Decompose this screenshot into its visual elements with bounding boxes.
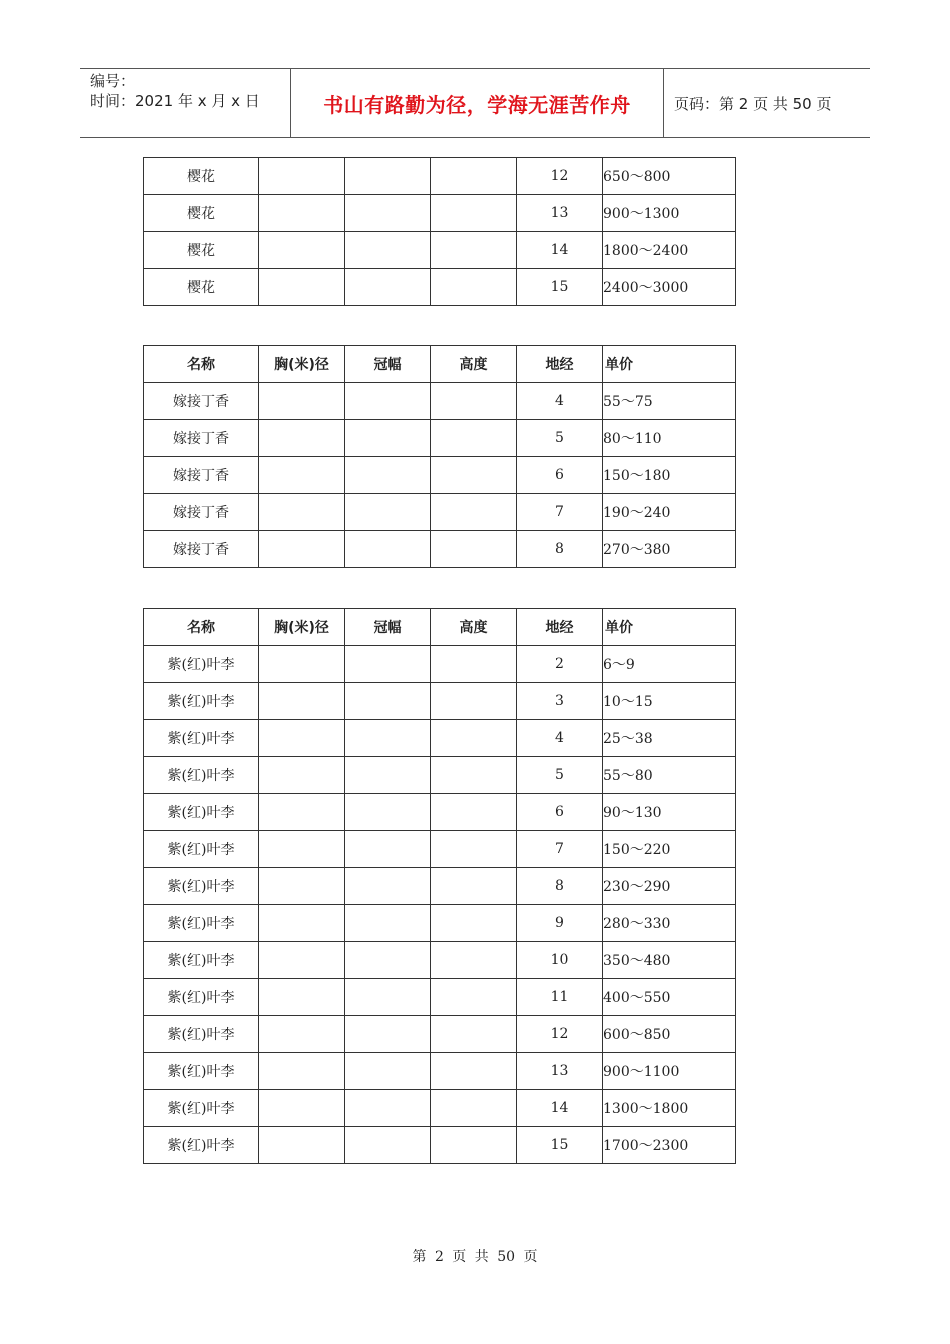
- cell-crown-width: [345, 195, 431, 232]
- cell-crown-width: [345, 383, 431, 420]
- cell-chest-diameter: [259, 1127, 345, 1164]
- table-row: [144, 757, 736, 794]
- cell-unit-price: 350～480: [603, 942, 736, 979]
- cell-chest-diameter: [259, 831, 345, 868]
- cell-ground-diameter: 10: [517, 942, 603, 979]
- cell-name: 紫(红)叶李: [144, 868, 259, 905]
- cell-crown-width: [345, 831, 431, 868]
- header-unit-price: 单价: [603, 346, 736, 383]
- cell-height: [431, 232, 517, 269]
- cell-ground-diameter: 6: [517, 457, 603, 494]
- table-row: [144, 195, 736, 232]
- cell-name: 樱花: [144, 269, 259, 306]
- cell-crown-width: [345, 683, 431, 720]
- cell-chest-diameter: [259, 1016, 345, 1053]
- cell-ground-diameter: 13: [517, 195, 603, 232]
- cell-crown-width: [345, 494, 431, 531]
- cell-crown-width: [345, 1127, 431, 1164]
- table-row: [144, 905, 736, 942]
- cell-name: 紫(红)叶李: [144, 646, 259, 683]
- table-header-row: [144, 609, 736, 646]
- cell-crown-width: [345, 531, 431, 568]
- header-crown-width: 冠幅: [345, 346, 431, 383]
- cell-unit-price: 80～110: [603, 420, 736, 457]
- cell-name: 嫁接丁香: [144, 494, 259, 531]
- cell-height: [431, 979, 517, 1016]
- header-ground-diameter: 地经: [517, 346, 603, 383]
- price-table-cherry: [143, 157, 736, 306]
- cell-unit-price: 230～290: [603, 868, 736, 905]
- cell-height: [431, 646, 517, 683]
- table-row: [144, 531, 736, 568]
- cell-name: 紫(红)叶李: [144, 757, 259, 794]
- table-row: [144, 868, 736, 905]
- cell-crown-width: [345, 269, 431, 306]
- cell-chest-diameter: [259, 942, 345, 979]
- cell-height: [431, 720, 517, 757]
- table-row: [144, 457, 736, 494]
- cell-height: [431, 942, 517, 979]
- cell-ground-diameter: 6: [517, 794, 603, 831]
- cell-height: [431, 905, 517, 942]
- table-row: [144, 683, 736, 720]
- cell-name: 紫(红)叶李: [144, 942, 259, 979]
- cell-name: 嫁接丁香: [144, 531, 259, 568]
- cell-unit-price: 10～15: [603, 683, 736, 720]
- table-row: [144, 420, 736, 457]
- cell-name: 樱花: [144, 232, 259, 269]
- cell-name: 紫(红)叶李: [144, 1016, 259, 1053]
- table-row: [144, 1127, 736, 1164]
- cell-chest-diameter: [259, 383, 345, 420]
- table-row: [144, 1016, 736, 1053]
- cell-chest-diameter: [259, 420, 345, 457]
- cell-height: [431, 420, 517, 457]
- cell-ground-diameter: 14: [517, 1090, 603, 1127]
- cell-ground-diameter: 3: [517, 683, 603, 720]
- cell-unit-price: 150～220: [603, 831, 736, 868]
- cell-unit-price: 280～330: [603, 905, 736, 942]
- cell-unit-price: 90～130: [603, 794, 736, 831]
- cell-height: [431, 868, 517, 905]
- header-height: 高度: [431, 609, 517, 646]
- cell-chest-diameter: [259, 646, 345, 683]
- cell-crown-width: [345, 942, 431, 979]
- cell-name: 紫(红)叶李: [144, 979, 259, 1016]
- cell-unit-price: 400～550: [603, 979, 736, 1016]
- cell-ground-diameter: 8: [517, 531, 603, 568]
- cell-ground-diameter: 14: [517, 232, 603, 269]
- header-motto: 书山有路勤为径，学海无涯苦作舟: [291, 69, 664, 137]
- cell-chest-diameter: [259, 457, 345, 494]
- cell-chest-diameter: [259, 1053, 345, 1090]
- cell-ground-diameter: 12: [517, 1016, 603, 1053]
- header-name: 名称: [144, 609, 259, 646]
- cell-height: [431, 1016, 517, 1053]
- cell-ground-diameter: 15: [517, 269, 603, 306]
- cell-crown-width: [345, 794, 431, 831]
- cell-ground-diameter: 13: [517, 1053, 603, 1090]
- price-table-plum: [143, 608, 736, 1164]
- cell-ground-diameter: 15: [517, 1127, 603, 1164]
- cell-unit-price: 2400～3000: [603, 269, 736, 306]
- cell-height: [431, 269, 517, 306]
- cell-unit-price: 55～75: [603, 383, 736, 420]
- table-row: [144, 158, 736, 195]
- header-unit-price: 单价: [603, 609, 736, 646]
- cell-unit-price: 55～80: [603, 757, 736, 794]
- cell-unit-price: 1300～1800: [603, 1090, 736, 1127]
- cell-height: [431, 683, 517, 720]
- cell-chest-diameter: [259, 720, 345, 757]
- cell-height: [431, 457, 517, 494]
- table-row: [144, 1090, 736, 1127]
- cell-crown-width: [345, 158, 431, 195]
- table-row: [144, 720, 736, 757]
- cell-ground-diameter: 4: [517, 383, 603, 420]
- cell-chest-diameter: [259, 195, 345, 232]
- cell-unit-price: 150～180: [603, 457, 736, 494]
- cell-unit-price: 900～1300: [603, 195, 736, 232]
- table-row: [144, 383, 736, 420]
- table-row: [144, 269, 736, 306]
- cell-ground-diameter: 5: [517, 420, 603, 457]
- cell-name: 紫(红)叶李: [144, 1090, 259, 1127]
- table-header-row: [144, 346, 736, 383]
- document-number-label: 编号：: [90, 72, 136, 90]
- table-row: [144, 1053, 736, 1090]
- cell-crown-width: [345, 868, 431, 905]
- cell-crown-width: [345, 720, 431, 757]
- cell-name: 嫁接丁香: [144, 457, 259, 494]
- cell-chest-diameter: [259, 158, 345, 195]
- cell-chest-diameter: [259, 905, 345, 942]
- cell-ground-diameter: 2: [517, 646, 603, 683]
- cell-crown-width: [345, 1053, 431, 1090]
- header-crown-width: 冠幅: [345, 609, 431, 646]
- cell-name: 嫁接丁香: [144, 383, 259, 420]
- cell-height: [431, 1127, 517, 1164]
- document-date: 时间：2021 年 x 月 x 日: [90, 92, 260, 110]
- cell-crown-width: [345, 646, 431, 683]
- cell-chest-diameter: [259, 494, 345, 531]
- cell-unit-price: 6～9: [603, 646, 736, 683]
- cell-chest-diameter: [259, 757, 345, 794]
- cell-height: [431, 158, 517, 195]
- cell-crown-width: [345, 1090, 431, 1127]
- cell-chest-diameter: [259, 868, 345, 905]
- cell-unit-price: 1800～2400: [603, 232, 736, 269]
- cell-chest-diameter: [259, 794, 345, 831]
- cell-unit-price: 900～1100: [603, 1053, 736, 1090]
- table-row: [144, 494, 736, 531]
- cell-height: [431, 1090, 517, 1127]
- table-row: [144, 831, 736, 868]
- cell-ground-diameter: 9: [517, 905, 603, 942]
- cell-unit-price: 270～380: [603, 531, 736, 568]
- cell-crown-width: [345, 232, 431, 269]
- cell-unit-price: 1700～2300: [603, 1127, 736, 1164]
- page-header: [80, 68, 870, 138]
- cell-name: 紫(红)叶李: [144, 683, 259, 720]
- header-chest-diameter: 胸(米)径: [259, 609, 345, 646]
- table-row: [144, 646, 736, 683]
- cell-ground-diameter: 7: [517, 494, 603, 531]
- header-meta: [80, 69, 291, 137]
- header-ground-diameter: 地经: [517, 609, 603, 646]
- cell-chest-diameter: [259, 683, 345, 720]
- cell-height: [431, 195, 517, 232]
- cell-height: [431, 383, 517, 420]
- cell-ground-diameter: 11: [517, 979, 603, 1016]
- cell-height: [431, 494, 517, 531]
- cell-chest-diameter: [259, 232, 345, 269]
- cell-ground-diameter: 12: [517, 158, 603, 195]
- cell-name: 樱花: [144, 158, 259, 195]
- cell-height: [431, 831, 517, 868]
- table-row: [144, 979, 736, 1016]
- cell-unit-price: 650～800: [603, 158, 736, 195]
- cell-ground-diameter: 4: [517, 720, 603, 757]
- price-table-lilac: [143, 345, 736, 568]
- cell-unit-price: 25～38: [603, 720, 736, 757]
- header-name: 名称: [144, 346, 259, 383]
- cell-unit-price: 600～850: [603, 1016, 736, 1053]
- cell-chest-diameter: [259, 269, 345, 306]
- header-chest-diameter: 胸(米)径: [259, 346, 345, 383]
- cell-ground-diameter: 7: [517, 831, 603, 868]
- cell-crown-width: [345, 457, 431, 494]
- cell-chest-diameter: [259, 1090, 345, 1127]
- cell-name: 樱花: [144, 195, 259, 232]
- cell-height: [431, 794, 517, 831]
- header-height: 高度: [431, 346, 517, 383]
- table-row: [144, 232, 736, 269]
- cell-name: 紫(红)叶李: [144, 794, 259, 831]
- cell-height: [431, 757, 517, 794]
- cell-name: 紫(红)叶李: [144, 1053, 259, 1090]
- cell-chest-diameter: [259, 979, 345, 1016]
- cell-crown-width: [345, 420, 431, 457]
- cell-name: 紫(红)叶李: [144, 720, 259, 757]
- cell-crown-width: [345, 905, 431, 942]
- cell-crown-width: [345, 979, 431, 1016]
- header-page-info: 页码：第 2 页 共 50 页: [674, 94, 832, 113]
- cell-chest-diameter: [259, 531, 345, 568]
- table-row: [144, 942, 736, 979]
- cell-ground-diameter: 5: [517, 757, 603, 794]
- cell-unit-price: 190～240: [603, 494, 736, 531]
- cell-ground-diameter: 8: [517, 868, 603, 905]
- cell-name: 紫(红)叶李: [144, 831, 259, 868]
- page-footer: 第 2 页 共 50 页: [412, 1249, 538, 1265]
- cell-name: 嫁接丁香: [144, 420, 259, 457]
- cell-name: 紫(红)叶李: [144, 1127, 259, 1164]
- cell-crown-width: [345, 1016, 431, 1053]
- cell-name: 紫(红)叶李: [144, 905, 259, 942]
- table-row: [144, 794, 736, 831]
- cell-crown-width: [345, 757, 431, 794]
- cell-height: [431, 1053, 517, 1090]
- cell-height: [431, 531, 517, 568]
